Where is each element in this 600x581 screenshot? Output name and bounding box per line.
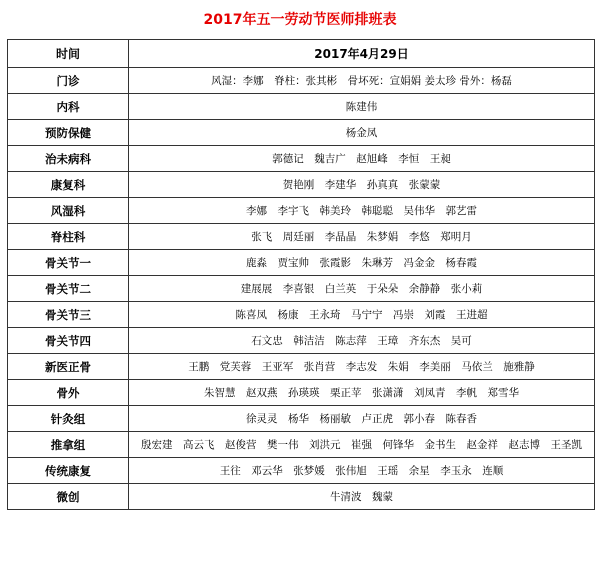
table-row — [8, 380, 595, 406]
table-row — [8, 328, 595, 354]
roster-table — [7, 39, 595, 510]
date-cell: 2017年4月29日 — [129, 40, 595, 68]
header-row — [8, 40, 595, 68]
document-title: 2017年五一劳动节医师排班表 — [203, 12, 397, 28]
table-row — [8, 484, 595, 510]
table-row — [8, 68, 595, 94]
department-cell: 预防保健 — [8, 120, 129, 146]
table-row — [8, 120, 595, 146]
staff-names-cell: 李娜 李宇飞 韩美玲 韩聪聪 吴伟华 郭艺雷 — [129, 198, 595, 224]
department-cell: 骨关节二 — [8, 276, 129, 302]
department-cell: 治未病科 — [8, 146, 129, 172]
department-cell: 脊柱科 — [8, 224, 129, 250]
department-cell: 针灸组 — [8, 406, 129, 432]
table-row — [8, 224, 595, 250]
department-cell: 康复科 — [8, 172, 129, 198]
time-label: 时间 — [8, 40, 129, 68]
table-row — [8, 146, 595, 172]
department-cell: 推拿组 — [8, 432, 129, 458]
department-cell: 传统康复 — [8, 458, 129, 484]
table-row — [8, 432, 595, 458]
staff-names-cell: 石文忠 韩洁洁 陈志萍 王璋 齐东杰 吴可 — [129, 328, 595, 354]
department-cell: 骨关节四 — [8, 328, 129, 354]
staff-names-cell: 郭德记 魏吉广 赵旭峰 李恒 王昶 — [129, 146, 595, 172]
staff-names-cell: 建展展 李喜银 白兰英 于朵朵 余静静 张小莉 — [129, 276, 595, 302]
table-row — [8, 172, 595, 198]
department-cell: 内科 — [8, 94, 129, 120]
staff-names-cell: 朱智慧 赵双燕 孙瑛瑛 栗正苹 张潇潇 刘凤青 李帆 郑雪华 — [129, 380, 595, 406]
table-row — [8, 406, 595, 432]
staff-names-cell: 张飞 周廷丽 李晶晶 朱梦娟 李悠 郑明月 — [129, 224, 595, 250]
department-cell: 门诊 — [8, 68, 129, 94]
table-row — [8, 276, 595, 302]
staff-names-cell: 陈建伟 — [129, 94, 595, 120]
staff-names-cell: 王鹏 党芙蓉 王亚军 张肖营 李志发 朱娟 李美丽 马依兰 施雅静 — [129, 354, 595, 380]
staff-names-cell: 风湿：李娜 脊柱：张其彬 骨坏死：宣娟娟 姜太珍 骨外：杨磊 — [129, 68, 595, 94]
department-cell: 骨关节三 — [8, 302, 129, 328]
table-row — [8, 250, 595, 276]
staff-names-cell: 殷宏建 高云飞 赵俊营 樊一伟 刘洪元 崔强 何锋华 金书生 赵金祥 赵志博 王圣凯 — [129, 432, 595, 458]
department-cell: 微创 — [8, 484, 129, 510]
table-row — [8, 354, 595, 380]
department-cell: 骨外 — [8, 380, 129, 406]
department-cell: 骨关节一 — [8, 250, 129, 276]
table-row — [8, 302, 595, 328]
table-row — [8, 198, 595, 224]
department-cell: 新医正骨 — [8, 354, 129, 380]
staff-names-cell: 徐灵灵 杨华 杨丽敏 卢正虎 郭小春 陈春香 — [129, 406, 595, 432]
staff-names-cell: 陈喜凤 杨康 王永琦 马宁宁 冯崇 刘霞 王进超 — [129, 302, 595, 328]
staff-names-cell: 鹿淼 贾宝帅 张霞影 朱琳芳 冯金金 杨春霞 — [129, 250, 595, 276]
staff-names-cell: 贺艳刚 李建华 孙真真 张蒙蒙 — [129, 172, 595, 198]
department-cell: 风湿科 — [8, 198, 129, 224]
staff-names-cell: 杨金凤 — [129, 120, 595, 146]
staff-names-cell: 牛清波 魏蒙 — [129, 484, 595, 510]
table-row — [8, 458, 595, 484]
table-row — [8, 94, 595, 120]
staff-names-cell: 王往 邓云华 张梦媛 张伟旭 王瑶 余星 李玉永 连顺 — [129, 458, 595, 484]
